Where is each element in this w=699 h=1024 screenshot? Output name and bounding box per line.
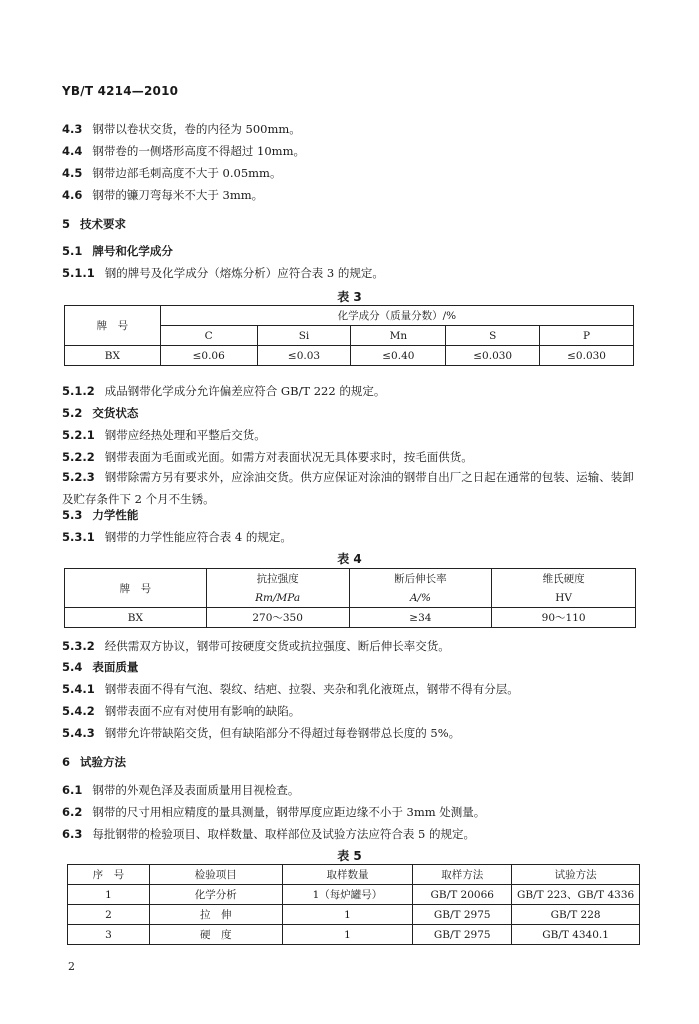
section-number: 5.3 [62, 508, 83, 522]
element-header: S [446, 326, 540, 346]
tensile-header: 抗拉强度 [206, 569, 349, 589]
clause-text: 钢带除需方另有要求外，应涂油交货。供方应保证对涂油的钢带自出厂之日起在通常的包装、运输、装卸及贮存条件下 2 个月不生锈。 [62, 470, 634, 506]
table-row [65, 608, 636, 628]
clause-4-6 [62, 187, 263, 203]
clause-text: 钢带表面不得有气泡、裂纹、结疤、拉裂、夹杂和乳化液斑点，钢带不得有分层。 [104, 682, 519, 696]
standard-code-header: YB/T 4214—2010 [62, 84, 179, 98]
table-row [68, 905, 640, 925]
table-cell: 1 [282, 905, 413, 925]
table-row [68, 885, 640, 905]
grade-cell: BX [65, 608, 207, 628]
clause-text: 钢带的力学性能应符合表 4 的规定。 [104, 530, 292, 544]
clause-6-1 [62, 782, 299, 798]
clause-number: 5.1.2 [62, 384, 95, 398]
elongation-header: 断后伸长率 [349, 569, 492, 589]
clause-5-3-1 [62, 529, 292, 545]
clause-5-4-1 [62, 681, 519, 697]
clause-text: 钢带边部毛刺高度不大于 0.05mm。 [92, 166, 282, 180]
clause-text: 钢带表面不应有对使用有影响的缺陷。 [104, 704, 301, 718]
table-3-caption: 表 3 [337, 290, 362, 304]
composition-group-header: 化学成分（质量分数）/% [160, 306, 633, 326]
section-6-heading [62, 754, 126, 770]
table-row [65, 346, 634, 366]
value-cell: 90～110 [492, 608, 636, 628]
column-header: 序 号 [68, 865, 150, 885]
clause-number: 4.4 [62, 144, 83, 158]
section-5-2-heading [62, 405, 138, 421]
section-title: 表面质量 [92, 660, 139, 674]
clause-6-3 [62, 826, 475, 842]
hardness-header: 维氏硬度 [492, 569, 636, 589]
value-cell: ≥34 [349, 608, 492, 628]
clause-5-4-2 [62, 703, 300, 719]
column-header: 取样方法 [413, 865, 512, 885]
section-5-heading [62, 216, 126, 232]
table-cell: GB/T 20066 [413, 885, 512, 905]
table-4-caption: 表 4 [337, 552, 362, 566]
clause-5-1-1 [62, 265, 384, 281]
table-cell: 2 [68, 905, 150, 925]
clause-text: 钢带卷的一侧塔形高度不得超过 10mm。 [92, 144, 305, 158]
section-5-4-heading [62, 659, 138, 675]
elongation-unit: A/% [349, 588, 492, 608]
element-header: Mn [351, 326, 446, 346]
table-row [68, 925, 640, 945]
table-cell: GB/T 4340.1 [512, 925, 640, 945]
element-header: P [540, 326, 634, 346]
grade-header: 牌 号 [65, 569, 207, 608]
clause-5-3-2 [62, 638, 450, 654]
table-5 [67, 864, 640, 945]
section-number: 5.4 [62, 660, 83, 674]
clause-number: 5.2.2 [62, 450, 95, 464]
table-cell: 1 [282, 925, 413, 945]
section-number: 5 [62, 217, 71, 231]
value-cell: ≤0.06 [160, 346, 257, 366]
clause-number: 6.3 [62, 827, 83, 841]
clause-5-2-2 [62, 449, 473, 465]
clause-number: 5.2.3 [62, 470, 95, 484]
clause-4-4 [62, 143, 305, 159]
column-header: 取样数量 [282, 865, 413, 885]
section-number: 6 [62, 755, 71, 769]
section-title: 交货状态 [92, 406, 139, 420]
clause-number: 5.1.1 [62, 266, 95, 280]
section-number: 5.2 [62, 406, 83, 420]
value-cell: ≤0.030 [446, 346, 540, 366]
section-5-3-heading [62, 507, 138, 523]
table-cell: 硬 度 [149, 925, 282, 945]
section-number: 5.1 [62, 244, 83, 258]
clause-5-4-3 [62, 725, 460, 741]
clause-number: 6.1 [62, 783, 83, 797]
clause-text: 钢带以卷状交货，卷的内径为 500mm。 [92, 122, 301, 136]
clause-text: 每批钢带的检验项目、取样数量、取样部位及试验方法应符合表 5 的规定。 [92, 827, 475, 841]
clause-number: 4.5 [62, 166, 83, 180]
table-5-caption: 表 5 [337, 849, 362, 863]
tensile-unit: Rm/MPa [206, 588, 349, 608]
grade-cell: BX [65, 346, 161, 366]
column-header: 试验方法 [512, 865, 640, 885]
clause-number: 4.6 [62, 188, 83, 202]
clause-number: 5.2.1 [62, 428, 95, 442]
element-header: Si [257, 326, 351, 346]
clause-text: 钢带表面为毛面或光面。如需方对表面状况无具体要求时，按毛面供货。 [104, 450, 473, 464]
clause-text: 钢带应经热处理和平整后交货。 [104, 428, 266, 442]
clause-text: 钢带允许带缺陷交货，但有缺陷部分不得超过每卷钢带总长度的 5%。 [104, 726, 461, 740]
table-3 [64, 305, 634, 366]
clause-text: 钢的牌号及化学成分（熔炼分析）应符合表 3 的规定。 [104, 266, 384, 280]
clause-5-1-2 [62, 383, 385, 399]
clause-number: 5.3.2 [62, 639, 95, 653]
section-5-1-heading [62, 243, 173, 259]
clause-number: 5.4.3 [62, 726, 95, 740]
clause-number: 5.4.2 [62, 704, 95, 718]
section-title: 力学性能 [92, 508, 139, 522]
clause-number: 4.3 [62, 122, 83, 136]
clause-number: 5.3.1 [62, 530, 95, 544]
clause-text: 钢带的镰刀弯每米不大于 3mm。 [92, 188, 264, 202]
table-4 [64, 568, 636, 628]
table-cell: GB/T 2975 [413, 925, 512, 945]
clause-text: 钢带的外观色泽及表面质量用目视检查。 [92, 783, 300, 797]
clause-4-5 [62, 165, 281, 181]
table-cell: 3 [68, 925, 150, 945]
table-cell: 1（每炉罐号） [282, 885, 413, 905]
value-cell: ≤0.030 [540, 346, 634, 366]
table-cell: GB/T 2975 [413, 905, 512, 925]
grade-header: 牌 号 [65, 306, 161, 346]
value-cell: ≤0.40 [351, 346, 446, 366]
page-number: 2 [68, 960, 75, 973]
section-title: 试验方法 [80, 755, 127, 769]
table-cell: GB/T 228 [512, 905, 640, 925]
table-cell: 拉 伸 [149, 905, 282, 925]
hardness-unit: HV [492, 588, 636, 608]
clause-text: 经供需双方协议，钢带可按硬度交货或抗拉强度、断后伸长率交货。 [104, 639, 450, 653]
clause-text: 钢带的尺寸用相应精度的量具测量，钢带厚度应距边缘不小于 3mm 处测量。 [92, 805, 486, 819]
column-header: 检验项目 [149, 865, 282, 885]
clause-5-2-3 [62, 466, 642, 510]
clause-number: 6.2 [62, 805, 83, 819]
clause-6-2 [62, 804, 485, 820]
clause-5-2-1 [62, 427, 266, 443]
value-cell: 270～350 [206, 608, 349, 628]
clause-4-3 [62, 121, 301, 137]
clause-text: 成品钢带化学成分允许偏差应符合 GB/T 222 的规定。 [104, 384, 386, 398]
section-title: 牌号和化学成分 [92, 244, 173, 258]
table-cell: 1 [68, 885, 150, 905]
table-cell: GB/T 223、GB/T 4336 [512, 885, 640, 905]
value-cell: ≤0.03 [257, 346, 351, 366]
clause-number: 5.4.1 [62, 682, 95, 696]
element-header: C [160, 326, 257, 346]
table-cell: 化学分析 [149, 885, 282, 905]
section-title: 技术要求 [80, 217, 127, 231]
